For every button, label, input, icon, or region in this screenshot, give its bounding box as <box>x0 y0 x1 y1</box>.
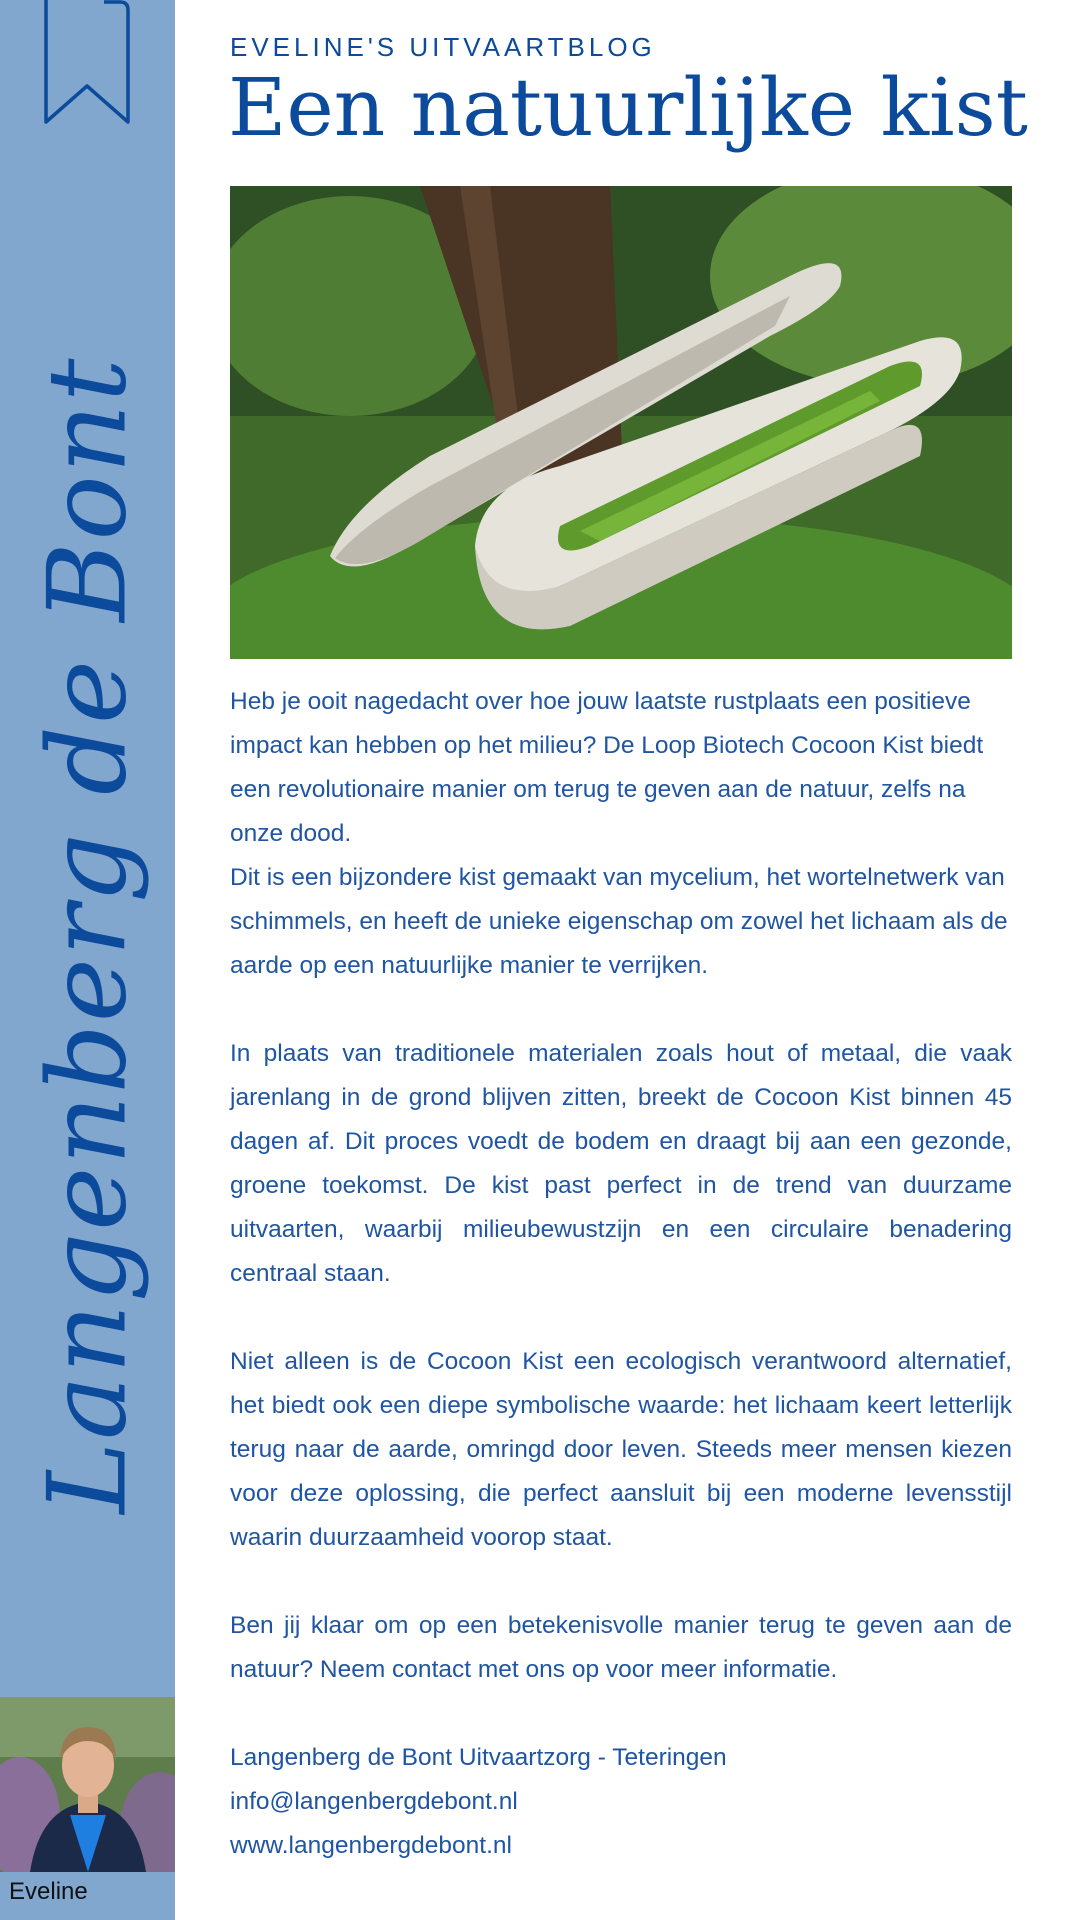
author-avatar <box>0 1697 175 1872</box>
article-paragraph-1: Dit is een bijzondere kist gemaakt van mycelium, het wortelnetwerk van schimmels, en heeft de unieke eigenschap om zowel het lichaam als de aarde op een natuurlijke manier te verrijken. <box>230 864 1008 979</box>
article-paragraph-2: In plaats van traditionele materialen zoals hout of metaal, die vaak jarenlang in de grond blijven zitten, breekt de Cocoon Kist binnen 45 dagen af. Dit proces voedt de bodem en draagt bij aan een gezonde, groene toekomst. De kist past perfect in de trend van duurzame uitvaarten, waarbij milieubewustzijn en een circulaire benadering centraal staan. <box>230 1040 1012 1287</box>
article-body <box>230 680 1012 1868</box>
author-photo <box>0 1697 175 1872</box>
article-paragraph-3: Niet alleen is de Cocoon Kist een ecologisch verantwoord alternatief, het biedt ook een diepe symbolische waarde: het lichaam keert letterlijk terug naar de aarde, omringd door leven. Steeds meer mensen kiezen voor deze oplossing, die perfect aansluit bij een moderne levensstijl waarin duurzaamheid voorop staat. <box>230 1348 1012 1551</box>
page-title: Een natuurlijke kist <box>228 61 1028 154</box>
author-name: Eveline <box>0 1872 175 1912</box>
contact-email[interactable]: info@langenbergdebont.nl <box>230 1788 518 1815</box>
article-paragraph-4: Ben jij klaar om op een betekenisvolle manier terug te geven aan de natuur? Neem contact met ons op voor meer informatie. <box>230 1612 1012 1683</box>
blog-kicker: EVELINE'S UITVAARTBLOG <box>230 32 656 62</box>
brand-script-text: Langenberg de Bont <box>25 356 151 1514</box>
contact-company: Langenberg de Bont Uitvaartzorg - Teteringen <box>230 1744 727 1771</box>
hero-image <box>230 186 1012 659</box>
bookmark-icon <box>44 0 130 126</box>
coffin-illustration <box>230 186 1012 659</box>
sidebar <box>0 0 175 1920</box>
contact-website[interactable]: www.langenbergdebont.nl <box>230 1832 512 1859</box>
article-intro: Heb je ooit nagedacht over hoe jouw laatste rustplaats een positieve impact kan hebben op het milieu? De Loop Biotech Cocoon Kist biedt een revolutionaire manier om terug te geven aan de natuur, zelfs na onze dood. <box>230 688 984 847</box>
